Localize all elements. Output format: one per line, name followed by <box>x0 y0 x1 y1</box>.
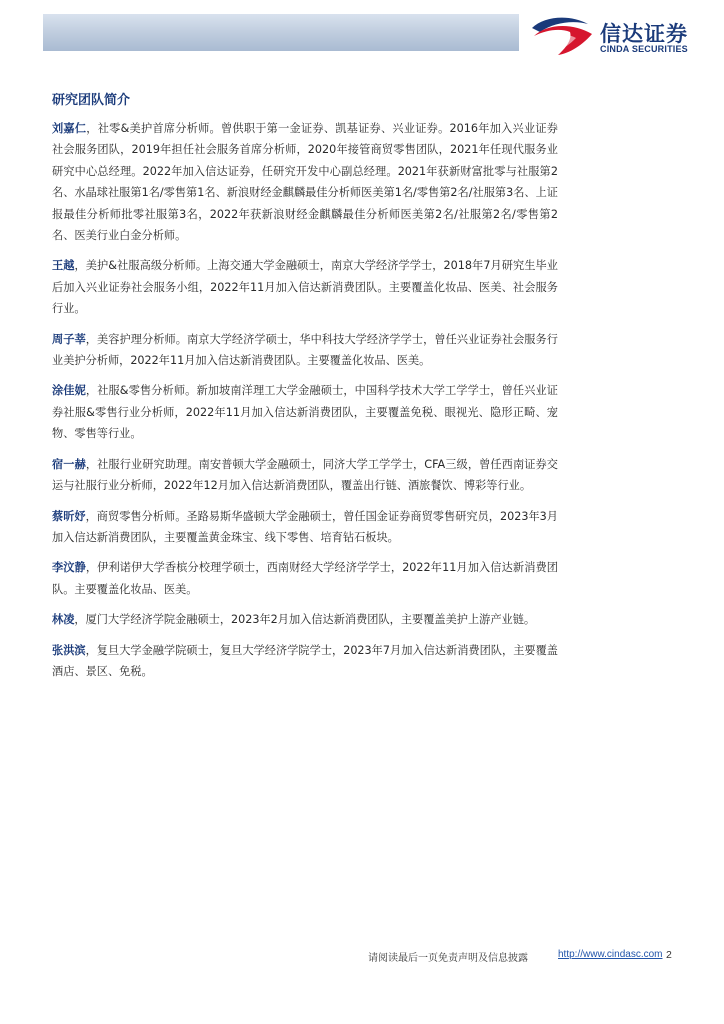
analyst-name: 林凌 <box>52 613 75 627</box>
page-number: 2 <box>666 949 672 961</box>
analyst-name: 李汶静 <box>52 561 86 575</box>
analyst-name: 蔡昕妤 <box>52 509 86 523</box>
bio-entry <box>52 454 558 497</box>
analyst-bio: ，厦门大学经济学院金融硕士，2023年2月加入信达新消费团队，主要覆盖美护上游产业链。 <box>74 613 536 627</box>
bio-entry <box>52 609 558 630</box>
logo-text-en: CINDA SECURITIES <box>600 44 688 54</box>
analyst-name: 张洪滨 <box>52 643 86 657</box>
analyst-bio: ，伊利诺伊大学香槟分校理学硕士，西南财经大学经济学学士，2022年11月加入信达新消费团队。主要覆盖化妆品、医美。 <box>52 561 558 596</box>
analyst-name: 周子莘 <box>52 332 86 346</box>
analyst-bio: ，商贸零售分析师。圣路易斯华盛顿大学金融硕士，曾任国金证券商贸零售研究员，2023年3月加入信达新消费团队，主要覆盖黄金珠宝、线下零售、培育钻石板块。 <box>52 509 558 544</box>
analyst-bio: ，复旦大学金融学院硕士，复旦大学经济学院学士，2023年7月加入信达新消费团队，主要覆盖酒店、景区、免税。 <box>52 643 558 678</box>
cinda-swoosh-icon <box>530 14 594 56</box>
section-title: 研究团队简介 <box>52 93 131 108</box>
bio-entry <box>52 640 558 683</box>
analyst-name: 宿一赫 <box>52 457 86 471</box>
bio-entry <box>52 329 558 372</box>
website-link[interactable]: http://www.cindasc.com <box>558 949 663 960</box>
logo-text-cn: 信达证券 <box>600 22 688 46</box>
bio-entry <box>52 380 558 444</box>
bio-entry <box>52 557 558 600</box>
analyst-bio: ，社服&零售分析师。新加坡南洋理工大学金融硕士，中国科学技术大学工学学士，曾任兴业证券社服&零售行业分析师，2022年11月加入信达新消费团队，主要覆盖免税、眼视光、隐形正畸、宠物、零售等行业。 <box>52 384 558 441</box>
cinda-logo <box>530 14 710 56</box>
analyst-bio: ，美容护理分析师。南京大学经济学硕士，华中科技大学经济学学士，曾任兴业证券社会服务行业美护分析师，2022年11月加入信达新消费团队。主要覆盖化妆品、医美。 <box>52 332 558 368</box>
bio-entry <box>52 255 558 319</box>
analyst-name: 王越 <box>52 259 75 273</box>
bio-entry <box>52 506 558 549</box>
header-bar <box>43 14 519 51</box>
analyst-bio: ，美护&社服高级分析师。上海交通大学金融硕士，南京大学经济学学士，2018年7月研究生毕业后加入兴业证券社会服务小组，2022年11月加入信达新消费团队。主要覆盖化妆品、医美、社会服务行业。 <box>52 259 558 316</box>
analyst-bio: ，社零&美护首席分析师。曾供职于第一金证券、凯基证券、兴业证券。2016年加入兴业证券社会服务团队，2019年担任社会服务首席分析师，2020年接管商贸零售团队，2021年任现代服务业研究中心总经理。2022年加入信达证券，任研究开发中心副总经理。2021年获新财富批零与社服第2名、水晶球社服第1名/零售第1名、新浪财经金麒麟最佳分析师医美第1名/零售第2名/社服第3名、上证报最佳分析师批零社服第3名，2022年获新浪财经金麒麟最佳分析师医美第2名/社服第2名/零售第2名、医美行业白金分析师。 <box>52 122 558 243</box>
footer-disclaimer: 请阅读最后一页免责声明及信息披露 <box>368 953 528 964</box>
analyst-bio: ，社服行业研究助理。南安普顿大学金融硕士，同济大学工学学士，CFA三级，曾任西南证券交运与社服行业分析师，2022年12月加入信达新消费团队，覆盖出行链、酒旅餐饮、博彩等行业。 <box>52 457 558 493</box>
analyst-name: 涂佳妮 <box>52 384 86 398</box>
bio-entry <box>52 118 558 246</box>
analyst-name: 刘嘉仁 <box>52 122 87 135</box>
page-footer <box>0 949 724 965</box>
team-bio-list <box>52 118 558 691</box>
